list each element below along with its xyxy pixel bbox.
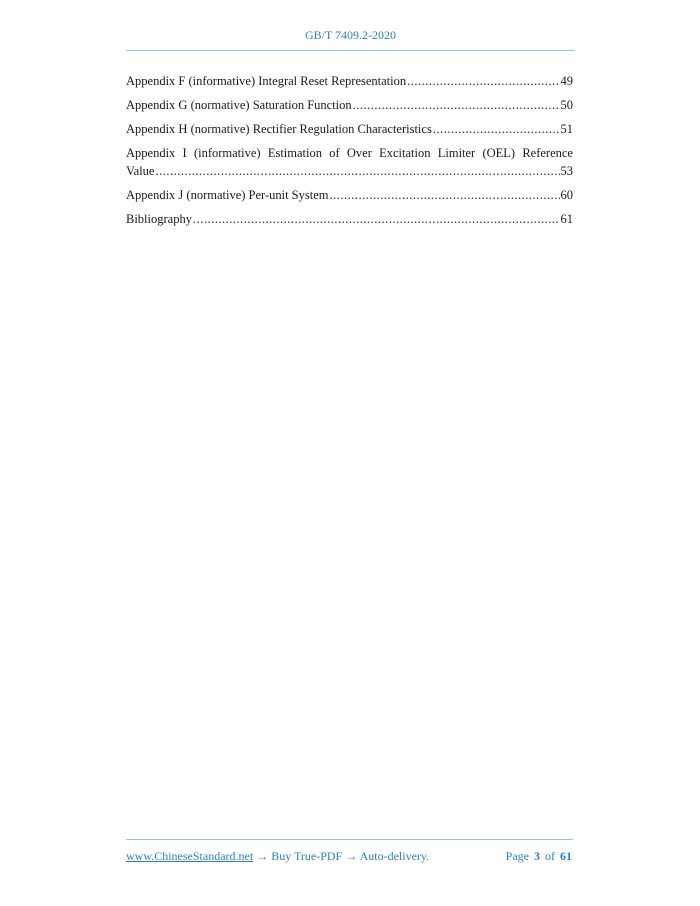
toc-word: Reference: [522, 146, 573, 160]
toc-entry-title-line1: [126, 144, 573, 162]
arrow-right-icon: →: [345, 849, 358, 863]
running-header: [126, 28, 575, 43]
toc-leader-dots: [353, 96, 560, 114]
toc-entry-title: Appendix H (normative) Rectifier Regulation Characteristics: [126, 122, 432, 136]
total-pages: 61: [560, 849, 572, 863]
toc-word: of: [329, 146, 340, 160]
toc-leader-dots: [155, 162, 559, 180]
page-number: [505, 849, 573, 864]
page-footer: [126, 849, 573, 864]
toc-entry-bibliography[interactable]: [126, 210, 573, 228]
toc-leader-dots: [330, 186, 560, 204]
arrow-right-icon: →: [256, 849, 269, 863]
table-of-contents: [126, 72, 573, 234]
toc-word: Estimation: [267, 146, 322, 160]
toc-entry-title: Appendix G (normative) Saturation Function: [126, 98, 352, 112]
toc-entry-title: Appendix F (informative) Integral Reset Representation: [126, 74, 407, 88]
toc-entry-page: 49: [560, 74, 573, 88]
website-link[interactable]: www.ChineseStandard.net: [126, 849, 254, 863]
toc-leader-dots: [193, 210, 560, 228]
document-code: GB/T 7409.2-2020: [304, 28, 397, 42]
toc-entry-appendix-i[interactable]: [126, 144, 573, 180]
toc-entry-title-line2: [126, 162, 573, 180]
toc-leader-dots: [433, 120, 560, 138]
toc-entry-page: 50: [560, 98, 573, 112]
header-divider: [126, 50, 575, 51]
page-of-label: of: [545, 849, 555, 863]
buy-pdf-text: Buy True-PDF: [271, 849, 343, 863]
toc-entry-page: 53: [560, 164, 573, 178]
toc-entry-appendix-f[interactable]: [126, 72, 573, 90]
toc-word: (OEL): [482, 146, 516, 160]
footer-links: [126, 849, 429, 864]
page-label: Page: [505, 849, 529, 863]
toc-word: Limiter: [437, 146, 476, 160]
toc-word: (informative): [193, 146, 261, 160]
toc-entry-page: 60: [560, 188, 573, 202]
toc-word: Over: [346, 146, 372, 160]
toc-entry-appendix-h[interactable]: [126, 120, 573, 138]
toc-entry-appendix-g[interactable]: [126, 96, 573, 114]
toc-leader-dots: [407, 72, 559, 90]
toc-entry-title: Bibliography: [126, 212, 192, 226]
current-page: 3: [534, 849, 540, 863]
toc-entry-title: Appendix J (normative) Per-unit System: [126, 188, 329, 202]
footer-divider: [126, 839, 573, 840]
toc-word: Excitation: [379, 146, 431, 160]
toc-word: I: [182, 146, 187, 160]
toc-entry-appendix-j[interactable]: [126, 186, 573, 204]
auto-delivery-text: Auto-delivery.: [359, 849, 430, 863]
toc-word: Appendix: [126, 146, 176, 160]
toc-entry-page: 51: [560, 122, 573, 136]
toc-entry-title: Value: [126, 164, 155, 178]
toc-entry-page: 61: [560, 212, 573, 226]
